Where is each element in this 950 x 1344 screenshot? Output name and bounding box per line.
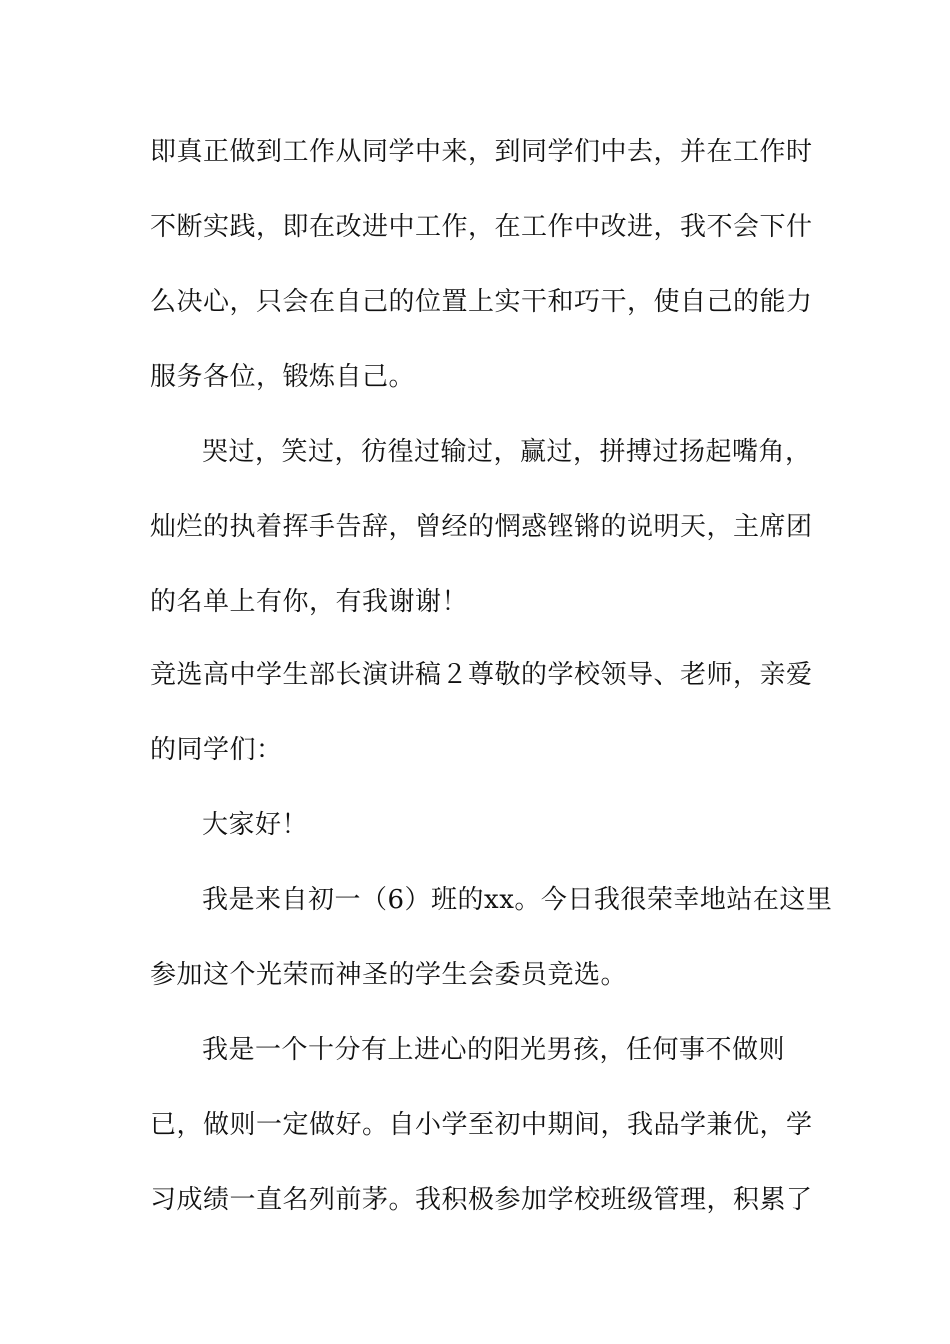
text-line: 的同学们： xyxy=(150,735,283,765)
text-line: 灿烂的执着挥手告辞，曾经的惘惑铿锵的说明天，主席团 xyxy=(150,512,813,542)
text-line: 已，做则一定做好。自小学至初中期间，我品学兼优，学 xyxy=(150,1110,813,1140)
paragraph-first-line: 我是一个十分有上进心的阳光男孩，任何事不做则 xyxy=(202,1035,786,1065)
text-line: 不断实践，即在改进中工作，在工作中改进，我不会下什 xyxy=(150,212,813,242)
greeting-line: 大家好！ xyxy=(202,810,309,840)
text-line: 的名单上有你，有我谢谢！ xyxy=(150,587,469,617)
text-line: 即真正做到工作从同学中来，到同学们中去，并在工作时 xyxy=(150,137,813,167)
paragraph-first-line: 哭过，笑过，彷徨过输过，赢过，拼搏过扬起嘴角， xyxy=(202,437,812,467)
text-line: 参加这个光荣而神圣的学生会委员竞选。 xyxy=(150,960,628,990)
section-heading-line: 竞选高中学生部长演讲稿２尊敬的学校领导、老师，亲爱 xyxy=(150,660,813,690)
paragraph-first-line: 我是来自初一（6）班的xx。今日我很荣幸地站在这里 xyxy=(202,885,833,915)
text-line: 么决心，只会在自己的位置上实干和巧干，使自己的能力 xyxy=(150,287,813,317)
text-line: 习成绩一直名列前茅。我积极参加学校班级管理，积累了 xyxy=(150,1185,813,1215)
text-line: 服务各位，锻炼自己。 xyxy=(150,362,416,392)
